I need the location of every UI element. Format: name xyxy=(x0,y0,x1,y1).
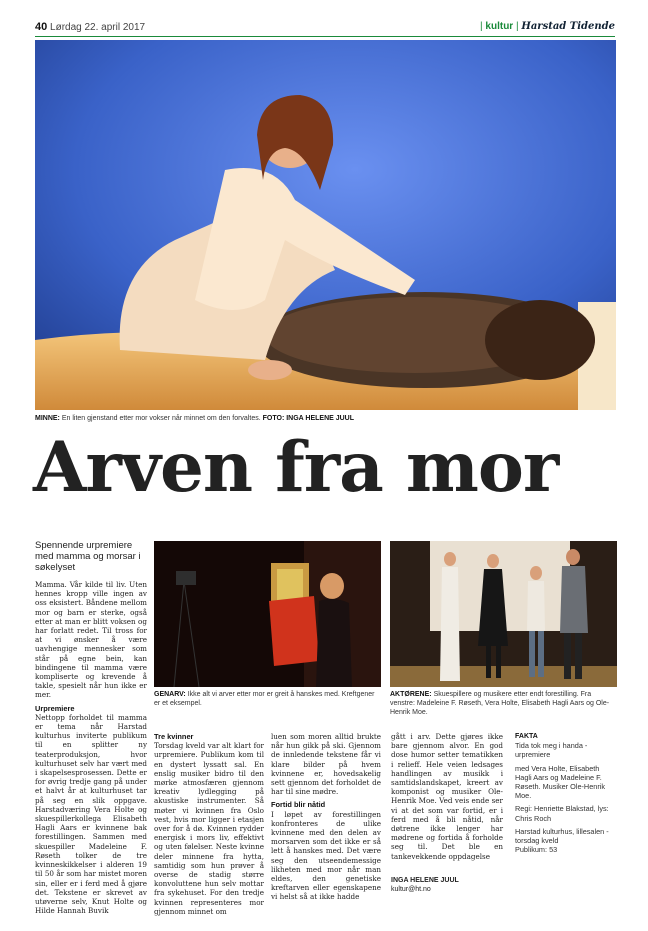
photo-aktorene-illustration xyxy=(390,541,617,687)
facts-credits: Regi: Henriette Blakstad, lys: Chris Roch xyxy=(515,804,609,823)
main-photo xyxy=(35,40,616,410)
main-photo-caption-text: En liten gjenstand etter mor vokser når minnet om den forvaltes. xyxy=(61,415,261,422)
col3-paragraph-1: luen som moren alltid brukte når hun gikk på ski. Gjennom de innledende tekstene får vi klare bilder på hvem kvinnene er, hovedsakelig sett gjennom det forholdet de har til sine mødre. xyxy=(271,732,381,797)
photo-aktorene-label: AKTØRENE: xyxy=(390,691,432,698)
header-right: | kultur | Harstad Tidende xyxy=(480,21,615,32)
column-1 xyxy=(35,580,147,915)
photo-genarv-label: GENARV: xyxy=(154,691,186,698)
col1-subheading: Urpremiere xyxy=(35,703,75,713)
photo-aktorene xyxy=(390,541,617,687)
facts-box xyxy=(515,732,617,854)
column-3 xyxy=(271,732,381,902)
main-photo-credit: FOTO: INGA HELENE JUUL xyxy=(262,415,355,422)
byline-name: INGA HELENE JUUL xyxy=(391,877,459,884)
photo-genarv-illustration xyxy=(154,541,381,687)
photo-aktorene-caption xyxy=(390,690,617,717)
col2-paragraph-1: Torsdag kveld var alt klart for urpremiere. Publikum kom til en dystert lyssatt sal. En enslig musiker bidro til den mørke atmosfæren gjennom kreativ lydlegging på akustiske instrumenter. Så møter vi kvinnen fra Oslo vest, hvis mor ligger i etasjen over for å dø. Kvinnen rydder energisk i mors liv, effektivt og uten følelser. Neste kvinne deler minnene fra hytta, samtidig som hun prøver å overse de stadig større konvoluttene hun selv mottar fra sykehuset. For den tredje kvinnen representeres mor gjennom minnet om xyxy=(154,741,264,916)
paper-logo: Harstad Tidende xyxy=(521,21,615,32)
photo-aktorene-caption-text: Skuespillere og musikere etter endt forestilling. Fra venstre: Madeleine F. Røseth, Vera Holte, Elisabeth Hagli Aars og Ole-Henrik Moe. xyxy=(390,691,610,716)
col3-subheading: Fortid blir nåtid xyxy=(271,800,326,810)
photo-genarv xyxy=(154,541,381,687)
column-2 xyxy=(154,732,264,916)
main-photo-caption xyxy=(35,414,615,423)
byline xyxy=(391,876,459,894)
facts-cast: med Vera Holte, Elisabeth Hagli Aars og Madeleine F. Røseth. Musiker Ole-Henrik Moe. xyxy=(515,763,606,801)
facts-heading: FAKTA xyxy=(515,733,538,740)
col4-paragraph-1: gått i arv. Dette gjøres ikke bare gjennom alvor. En god dose humor setter tematikken i relieff. Hele veien ledsages handlingen av musikk i samtidslandskapet, kreert av komponist og musiker Ole-Henrik Moe. Ved veis ende ser vi at det som var fortid, er i ferd med å bli nåtid, når døtrene ikke lenger har mødrene og fortida å forholde seg til. Det ble en tankevekkende oppdagelse xyxy=(391,732,503,861)
main-photo-label: MINNE: xyxy=(35,415,60,422)
byline-email[interactable]: kultur@ht.no xyxy=(391,886,431,893)
ingress: Spennende urpremiere med mamma og morsar i søkelyset xyxy=(35,540,141,573)
facts-audience: Publikum: 53 xyxy=(515,845,558,855)
header-rule xyxy=(35,36,615,37)
col2-subheading: Tre kvinner xyxy=(154,732,194,741)
headline: Arven fra mor xyxy=(33,427,559,508)
column-4 xyxy=(391,732,503,861)
photo-genarv-caption-text: Ikke alt vi arver etter mor er greit å hanskes med. Kreftgener er et eksempel. xyxy=(154,691,375,707)
issue-date: Lørdag 22. april 2017 xyxy=(50,22,146,33)
main-photo-illustration xyxy=(35,40,616,410)
page-number: 40 xyxy=(35,21,48,33)
col1-paragraph-1: Mamma. Vår kilde til liv. Uten hennes kropp ville ingen av oss eksistert. Båndene mellom mor og barn er sterke, også etter at man er blitt voksen og har forlatt redet. Til tross for at vi ønsker å være uavhengige mennesker som står på egne bein, kan bindingene til mamma være kompliserte og krevende å takle, spesielt når hun ikke er mer. xyxy=(35,580,147,700)
section-label: kultur xyxy=(485,21,514,32)
col3-paragraph-2: I løpet av forestillingen konfronteres de ulike kvinnene med den delen av morsarven som det ikke er så lett å hanskes med. Det være seg den utseendemessige likheten med mor når man eldes, den genetiske kreftarven eller egenskapene vi helst så at ikke hadde xyxy=(271,809,381,902)
facts-venue: Harstad kulturhus, lillesalen - torsdag kveld xyxy=(515,826,609,846)
facts-title: Tida tok meg i handa - urpremiere xyxy=(515,741,588,760)
page-header xyxy=(35,21,615,35)
photo-genarv-caption xyxy=(154,690,381,708)
col1-paragraph-2: Nettopp forholdet til mamma er tema når Harstad kulturhus inviterte publikum til en splitter ny teaterproduksjon, hvor kulturhuset selv har vært med i skapelsesprosessen. Dette er for øvrig tredje gang på under et halvt år at kulturhuset tar på seg en slik oppgave. Harstadværing Vera Holte og skuespillerkollega Elisabeth Hagli Aars er kvinnene bak forestillingen. Sammen med skuespiller Madeleine F. Røseth tolker de tre kvinneskikkelser i alderen 19 til 50 år som har mistet moren sin, eller er i ferd med å gjøre det. Tekstene er skrevet av utøverne selv, Knut Holte og Hilde Hannah Buvik xyxy=(35,712,147,916)
